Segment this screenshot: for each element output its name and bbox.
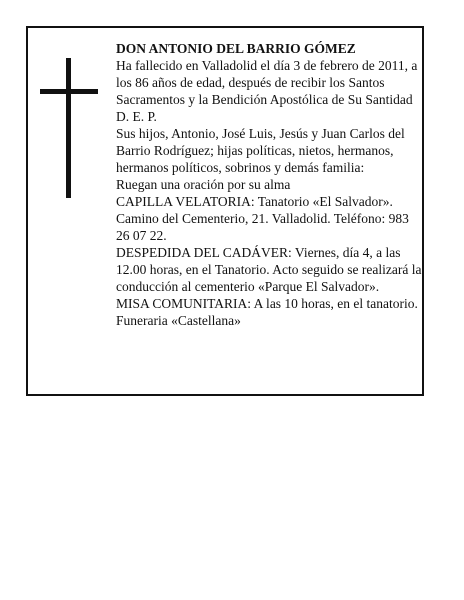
obituary-notice xyxy=(26,26,424,396)
funeral-home: Funeraria «Castellana» xyxy=(116,313,241,328)
cross-horizontal-bar xyxy=(40,89,98,94)
cross-icon xyxy=(40,58,98,198)
family-list: Sus hijos, Antonio, José Luis, Jesús y Juan Carlos del Barrio Rodríguez; hijas políticas, nietos, hermanos, hermanos políticos, sobrinos y demás familia: xyxy=(116,126,405,175)
deceased-name: DON ANTONIO DEL BARRIO GÓMEZ xyxy=(116,41,356,56)
death-announcement: Ha fallecido en Valladolid el día 3 de febrero de 2011, a los 86 años de edad, después de recibir los Santos Sacramentos y la Bendición Apostólica de Su Santidad D. E. P. xyxy=(116,58,418,124)
cross-vertical-bar xyxy=(66,58,71,198)
mass-info: MISA COMUNITARIA: A las 10 horas, en el tanatorio. xyxy=(116,296,418,311)
chapel-info: CAPILLA VELATORIA: Tanatorio «El Salvador». Camino del Cementerio, 21. Valladolid. Teléfono: 983 26 07 22. xyxy=(116,194,409,243)
prayer-request: Ruegan una oración por su alma xyxy=(116,177,291,192)
farewell-info: DESPEDIDA DEL CADÁVER: Viernes, día 4, a las 12.00 horas, en el Tanatorio. Acto seguido se realizará la conducción al cementerio «Parque El Salvador». xyxy=(116,245,422,294)
notice-body xyxy=(116,40,424,329)
